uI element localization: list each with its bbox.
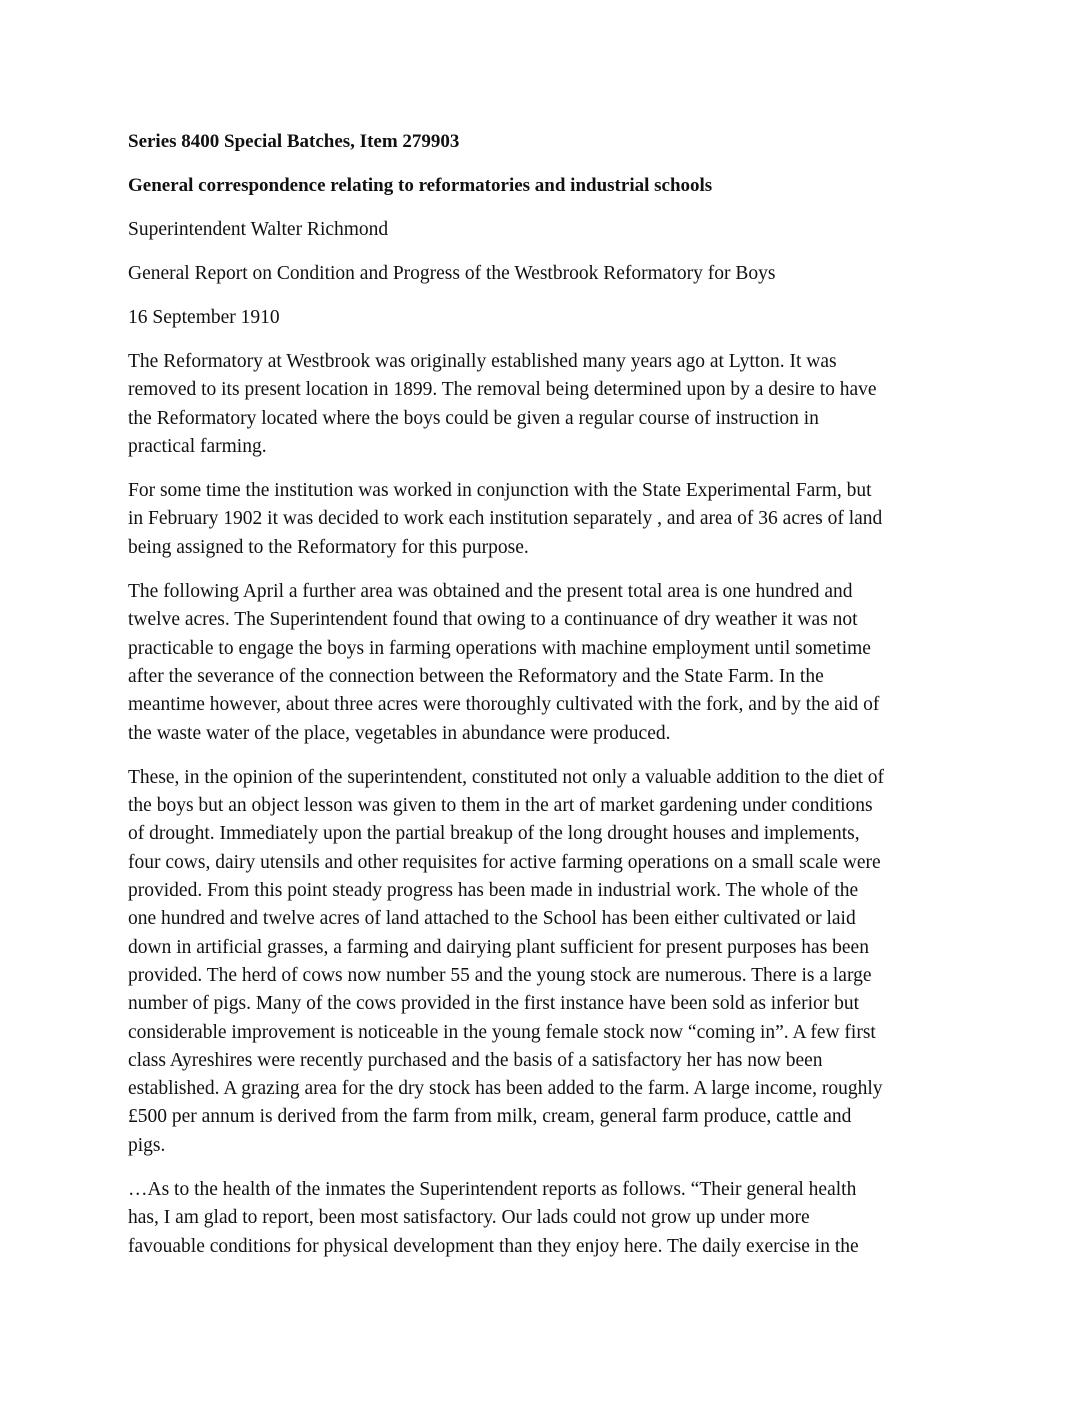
text-line: the boys but an object lesson was given to them in the art of market gardening under conditions — [128, 795, 873, 817]
text-line: favouable conditions for physical development than they enjoy here. The daily exercise in the — [128, 1235, 859, 1257]
text-line: the waste water of the place, vegetables in abundance were produced. — [128, 722, 671, 744]
text-line: considerable improvement is noticeable in the young female stock now “coming in”. A few first — [128, 1021, 876, 1043]
text-line: down in artificial grasses, a farming and dairying plant sufficient for present purposes has been — [128, 936, 869, 958]
text-line: one hundred and twelve acres of land attached to the School has been either cultivated or laid — [128, 908, 856, 930]
text-line: provided. From this point steady progress has been made in industrial work. The whole of the — [128, 880, 859, 902]
series-heading: Series 8400 Special Batches, Item 279903 — [128, 131, 460, 152]
text-line: the Reformatory located where the boys could be given a regular course of instruction in — [128, 407, 819, 429]
text-line: These, in the opinion of the superintendent, constituted not only a valuable addition to the diet of — [128, 766, 884, 788]
text-line: after the severance of the connection between the Reformatory and the State Farm. In the — [128, 665, 824, 687]
text-line: being assigned to the Reformatory for this purpose. — [128, 536, 529, 558]
text-line: pigs. — [128, 1134, 166, 1156]
paragraph-land-area — [128, 578, 968, 748]
text-line: of drought. Immediately upon the partial breakup of the long drought houses and implements, — [128, 823, 860, 845]
text-line: The Reformatory at Westbrook was originally established many years ago at Lytton. It was — [128, 351, 837, 372]
paragraph-farm-progress — [128, 764, 968, 1160]
text-line: …As to the health of the inmates the Superintendent reports as follows. “Their general health — [128, 1179, 857, 1201]
paragraph-health — [128, 1176, 968, 1261]
text-line: class Ayreshires were recently purchased and the basis of a satisfactory her has now been — [128, 1049, 823, 1071]
text-line: in February 1902 it was decided to work each institution separately , and area of 36 acres of land — [128, 508, 883, 530]
text-line: established. A grazing area for the dry stock has been added to the farm. A large income, roughly — [128, 1078, 883, 1100]
text-line: The following April a further area was obtained and the present total area is one hundred and — [128, 581, 853, 603]
text-line: removed to its present location in 1899. The removal being determined upon by a desire to have — [128, 379, 877, 401]
author-line: Superintendent Walter Richmond — [128, 219, 389, 240]
paragraph-history — [128, 348, 968, 461]
report-title: General Report on Condition and Progress of the Westbrook Reformatory for Boys — [128, 263, 776, 284]
text-line: number of pigs. Many of the cows provided in the first instance have been sold as inferior but — [128, 993, 860, 1015]
text-line: has, I am glad to report, been most satisfactory. Our lads could not grow up under more — [128, 1207, 810, 1229]
text-line: For some time the institution was worked in conjunction with the State Experimental Farm, but — [128, 480, 872, 502]
text-line: practicable to engage the boys in farming operations with machine employment until sometime — [128, 637, 871, 659]
text-line: twelve acres. The Superintendent found that owing to a continuance of dry weather it was not — [128, 609, 858, 631]
paragraph-separation — [128, 477, 968, 562]
text-line: meantime however, about three acres were thoroughly cultivated with the fork, and by the aid of — [128, 694, 880, 716]
text-line: four cows, dairy utensils and other requisites for active farming operations on a small scale were — [128, 851, 881, 873]
text-line: practical farming. — [128, 435, 267, 457]
document-page — [128, 128, 968, 1277]
report-date: 16 September 1910 — [128, 307, 280, 328]
text-line: provided. The herd of cows now number 55 and the young stock are numerous. There is a large — [128, 964, 872, 986]
subject-heading: General correspondence relating to reformatories and industrial schools — [128, 175, 713, 196]
text-line: £500 per annum is derived from the farm from milk, cream, general farm produce, cattle and — [128, 1106, 852, 1128]
